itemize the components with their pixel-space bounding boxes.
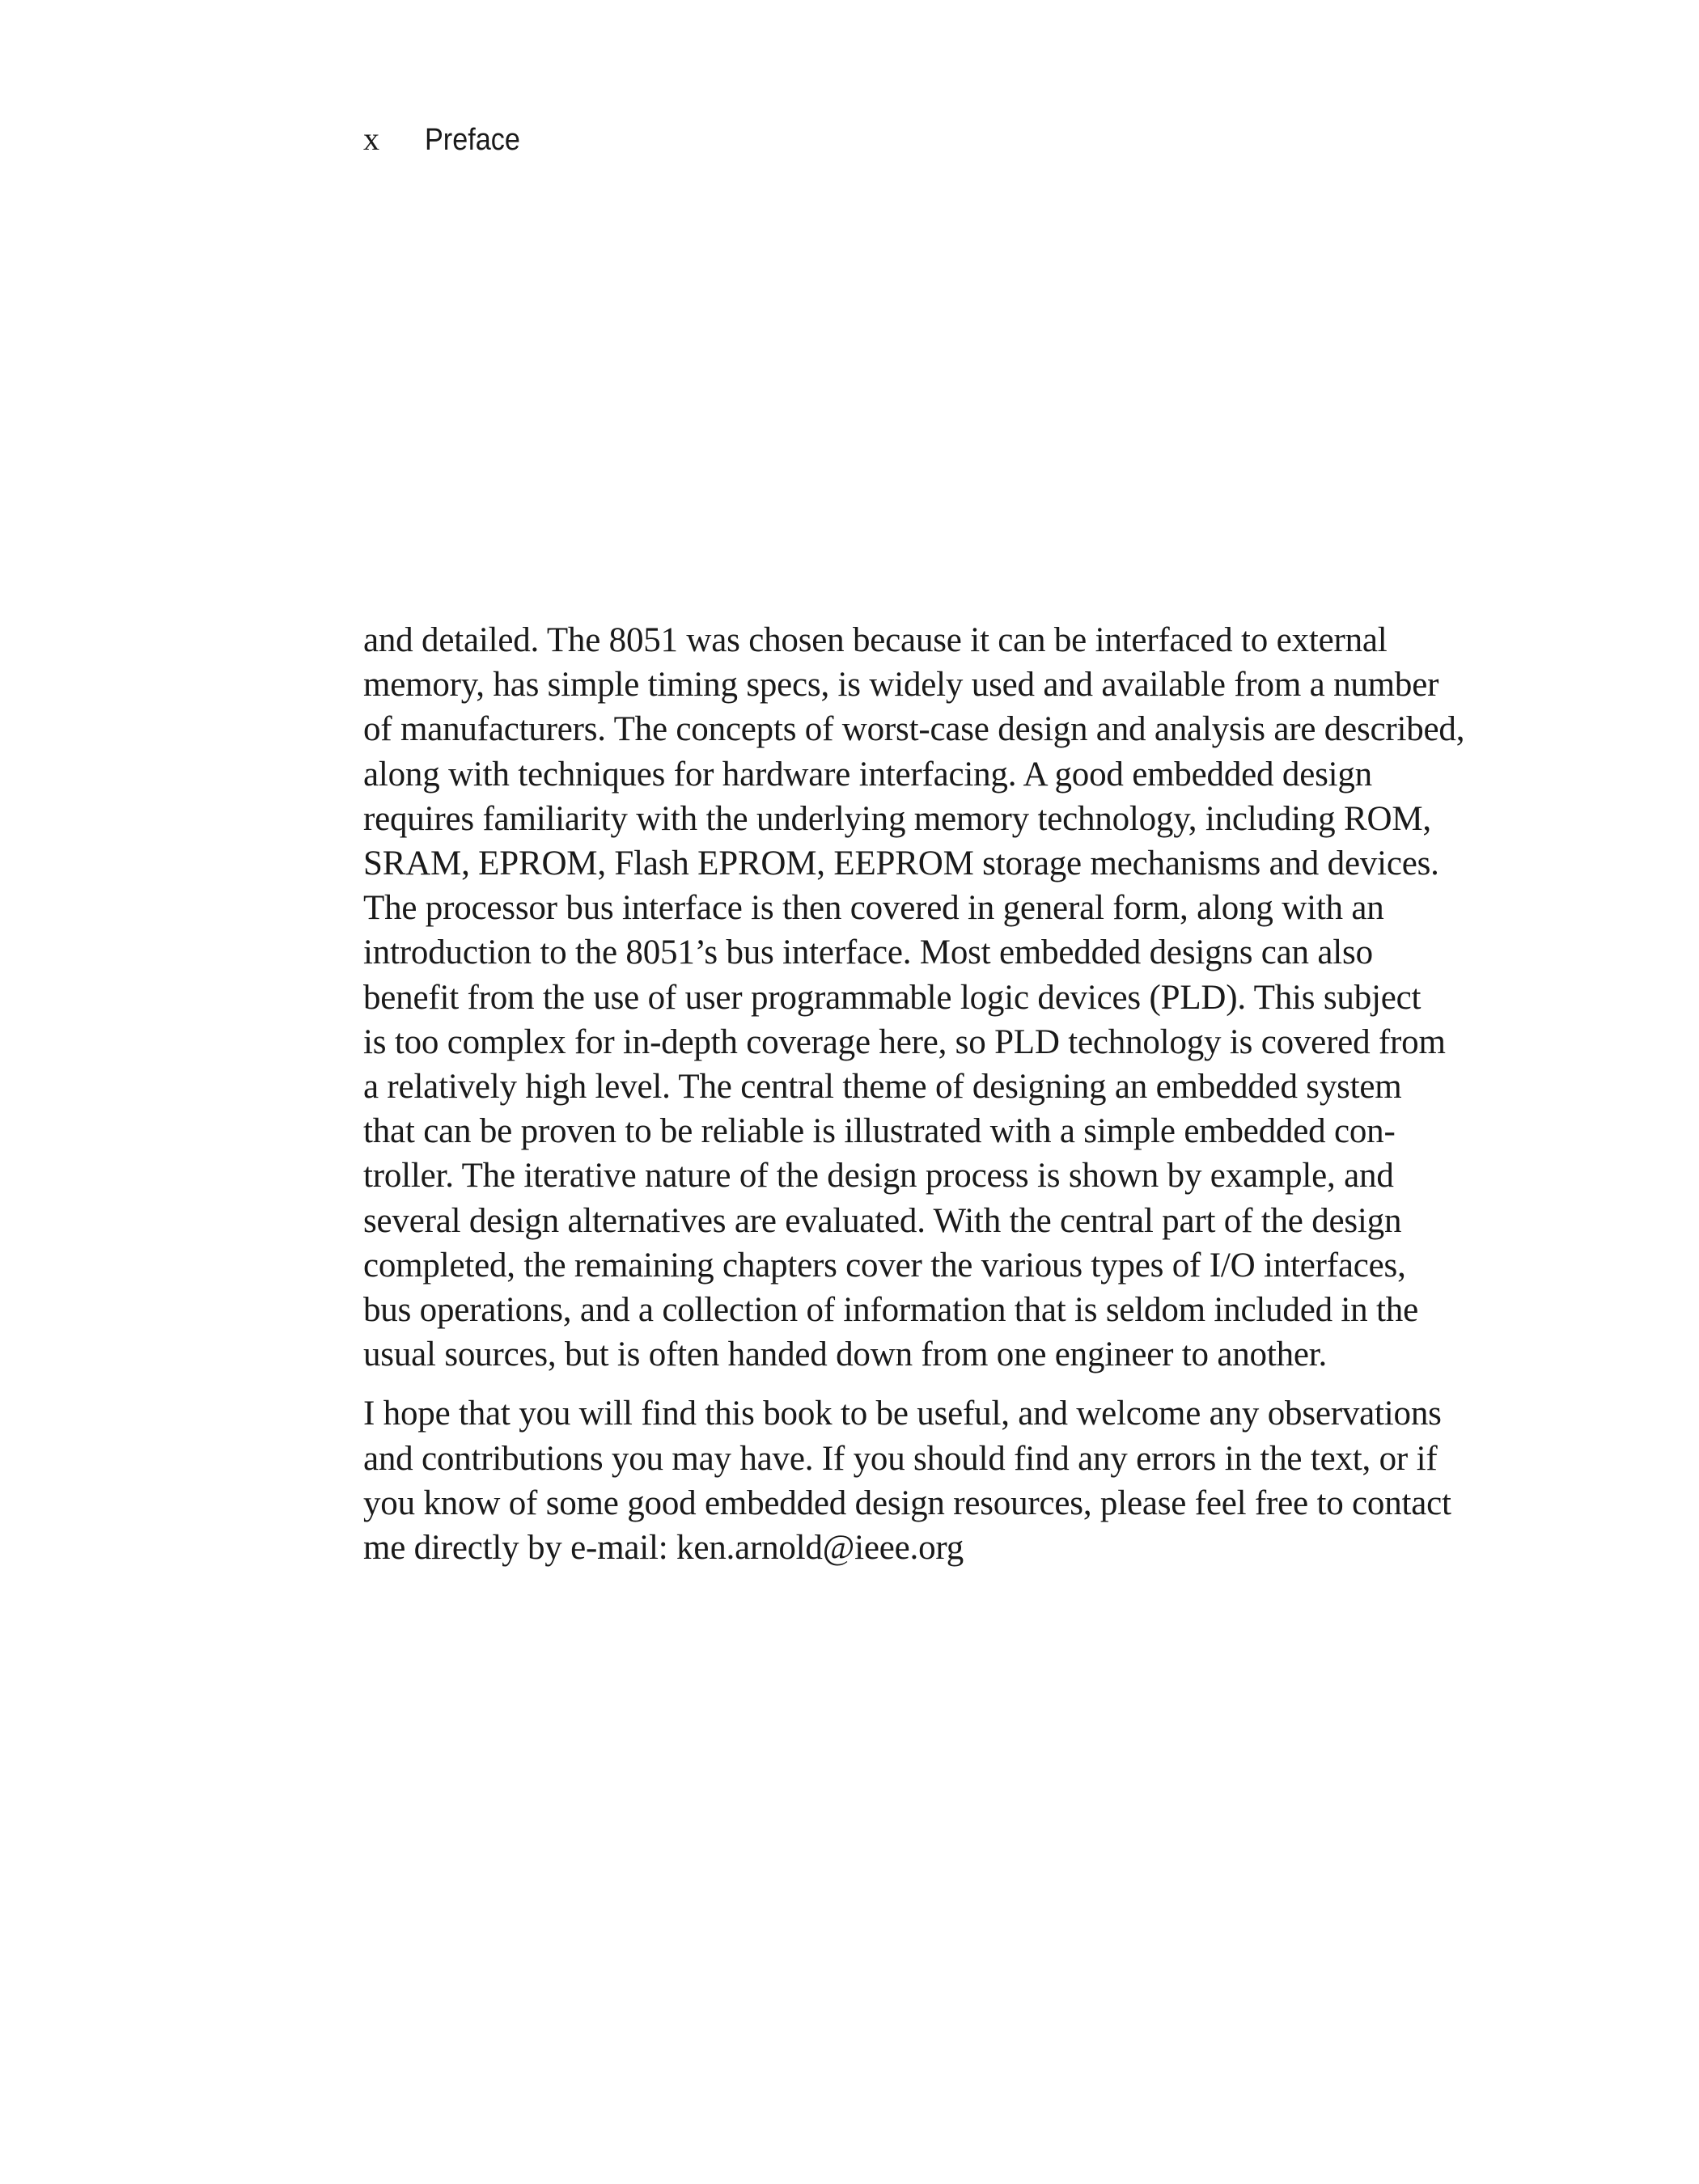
text-line: troller. The iterative nature of the design process is shown by example, and <box>363 1157 1394 1196</box>
text-line: benefit from the use of user programmable logic devices (PLD). This subject <box>363 978 1421 1017</box>
text-line: completed, the remaining chapters cover the various types of I/O interfaces, <box>363 1246 1406 1285</box>
text-line: requires familiarity with the underlying memory technology, including ROM, <box>363 799 1431 838</box>
text-line: me directly by e-mail: ken.arnold@ieee.org <box>363 1529 964 1568</box>
text-line: of manufacturers. The concepts of worst-case design and analysis are described, <box>363 710 1465 749</box>
running-head <box>363 115 531 163</box>
text-line: The processor bus interface is then covered in general form, along with an <box>363 889 1384 928</box>
text-line: bus operations, and a collection of information that is seldom included in the <box>363 1291 1418 1330</box>
body-text <box>363 618 1528 1570</box>
text-line: along with techniques for hardware interfacing. A good embedded design <box>363 755 1372 794</box>
text-line: several design alternatives are evaluated. With the central part of the design <box>363 1201 1402 1240</box>
text-line: you know of some good embedded design resources, please feel free to contact <box>363 1484 1451 1522</box>
text-line: I hope that you will find this book to be useful, and welcome any observations <box>363 1395 1442 1433</box>
page-number: x <box>363 121 379 157</box>
text-line: SRAM, EPROM, Flash EPROM, EEPROM storage mechanisms and devices. <box>363 844 1439 883</box>
paragraph-book-overview <box>363 618 1528 1377</box>
text-line: a relatively high level. The central theme of designing an embedded system <box>363 1068 1402 1107</box>
text-line: and contributions you may have. If you should find any errors in the text, or if <box>363 1439 1438 1478</box>
text-line: usual sources, but is often handed down from one engineer to another. <box>363 1335 1328 1374</box>
text-line: that can be proven to be reliable is illustrated with a simple embedded con- <box>363 1112 1396 1151</box>
section-title: Preface <box>425 123 520 157</box>
text-line: introduction to the 8051’s bus interface. Most embedded designs can also <box>363 933 1373 972</box>
paragraph-contact <box>363 1391 1528 1570</box>
text-line: memory, has simple timing specs, is widely used and available from a number <box>363 666 1439 705</box>
text-line: is too complex for in-depth coverage here, so PLD technology is covered from <box>363 1022 1446 1061</box>
text-line: and detailed. The 8051 was chosen because it can be interfaced to external <box>363 621 1388 659</box>
